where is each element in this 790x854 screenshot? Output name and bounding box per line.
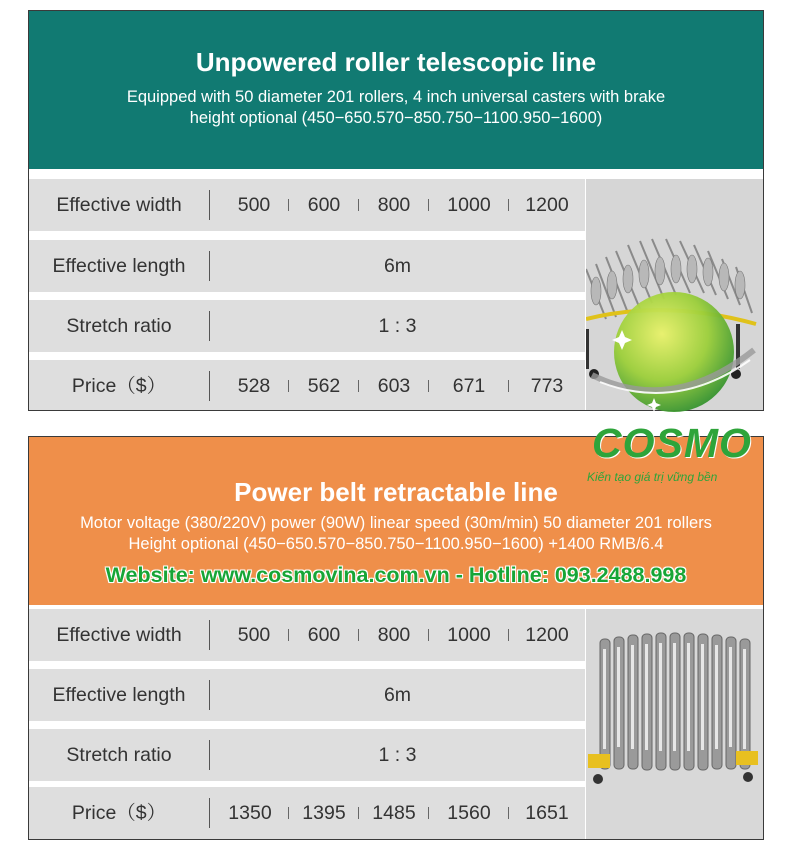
width-value: 500 [237, 194, 271, 216]
price-value: 1560 [447, 802, 491, 824]
power-belt-line-subtitle [29, 513, 763, 555]
row-label: Price（$） [71, 802, 167, 824]
divider [209, 620, 210, 650]
price-value: 1485 [372, 802, 416, 824]
unpowered-line-subtitle-1: Equipped with 50 diameter 201 rollers, 4 inch universal casters with brake [126, 88, 666, 106]
width-value: 1200 [525, 194, 569, 216]
price-value: 773 [530, 375, 564, 397]
row-label: Stretch ratio [66, 744, 172, 766]
spec-row-stretch-ratio [29, 300, 585, 352]
width-value: 500 [237, 624, 271, 646]
unpowered-line-header [29, 11, 763, 169]
width-value: 800 [377, 194, 411, 216]
row-label: Effective length [52, 684, 186, 706]
row-label: Price（$） [71, 375, 167, 397]
width-value: 600 [307, 194, 341, 216]
price-value: 528 [237, 375, 271, 397]
width-value: 600 [307, 624, 341, 646]
price-value: 1651 [525, 802, 569, 824]
width-value: 1000 [447, 624, 491, 646]
unpowered-line-title: Unpowered roller telescopic line [195, 47, 597, 77]
spec-row-stretch-ratio [29, 729, 585, 781]
power-belt-line-title: Power belt retractable line [234, 477, 558, 507]
width-value: 1000 [447, 194, 491, 216]
width-value: 1200 [525, 624, 569, 646]
price-value: 603 [377, 375, 411, 397]
spec-row-effective-width [29, 179, 585, 231]
unpowered-line-subtitle-2: height optional (450−650.570−850.750−1100.950−1600) [189, 109, 603, 127]
row-label: Effective width [56, 194, 182, 216]
divider [209, 190, 210, 220]
spec-row-price [29, 787, 585, 839]
spec-row-effective-length [29, 240, 585, 292]
width-value: 800 [377, 624, 411, 646]
ratio-value: 1 : 3 [378, 315, 417, 337]
ratio-value: 1 : 3 [378, 744, 417, 766]
spec-row-effective-width [29, 609, 585, 661]
cosmo-logo-tagline: Kiến tạo giá trị vững bền [587, 470, 718, 484]
price-value: 671 [452, 375, 486, 397]
length-value: 6m [383, 684, 412, 706]
power-belt-conveyor-image [586, 609, 763, 839]
power-belt-line-subtitle-2: Height optional (450−650.570−850.750−1100.950−1600) +1400 RMB/6.4 [128, 535, 664, 553]
power-belt-line-subtitle-1: Motor voltage (380/220V) power (90W) linear speed (30m/min) 50 diameter 201 rollers [80, 514, 712, 532]
unpowered-line-subtitle [29, 87, 763, 129]
spec-row-effective-length [29, 669, 585, 721]
spec-row-price [29, 360, 585, 411]
row-label: Effective length [52, 255, 186, 277]
row-label: Effective width [56, 624, 182, 646]
price-value: 1395 [302, 802, 346, 824]
divider [209, 798, 210, 828]
divider [209, 371, 210, 401]
length-value: 6m [383, 255, 412, 277]
cosmo-logo-wordmark: COSMO [592, 420, 752, 466]
website-hotline-banner: Website: www.cosmovina.com.vn - Hotline: 093.2488.998 [105, 563, 687, 587]
price-value: 562 [307, 375, 341, 397]
row-label: Stretch ratio [66, 315, 172, 337]
power-belt-line-card [28, 436, 764, 840]
price-value: 1350 [228, 802, 272, 824]
